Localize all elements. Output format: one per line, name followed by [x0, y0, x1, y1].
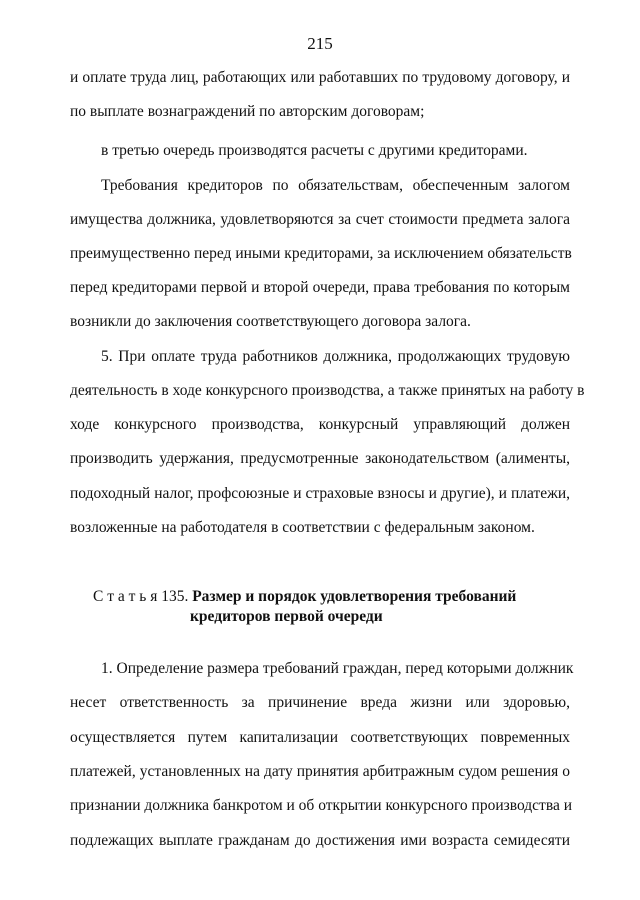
text-line: осуществляется путем капитализации соответствующих повременных: [70, 729, 570, 746]
text-line: платежей, установленных на дату принятия арбитражным судом решения о: [70, 763, 570, 780]
text-line: возложенные на работодателя в соответствии с федеральным законом.: [70, 519, 535, 536]
text-line: имущества должника, удовлетворяются за счет стоимости предмета залога: [70, 211, 570, 228]
text-line: преимущественно перед иными кредиторами, за исключением обязательств: [70, 245, 572, 262]
text-line: подоходный налог, профсоюзные и страховые взносы и другие), и платежи,: [70, 485, 570, 502]
article-title-line2: кредиторов первой очереди: [190, 608, 383, 625]
text-line: в третью очередь производятся расчеты с другими кредиторами.: [101, 142, 528, 159]
article-label: С т а т ь я 135.: [93, 588, 189, 605]
text-line: возникли до заключения соответствующего договора залога.: [70, 313, 471, 330]
text-line: ходе конкурсного производства, конкурсный управляющий должен: [70, 416, 570, 433]
text-line: производить удержания, предусмотренные законодательством (алименты,: [70, 450, 570, 467]
text-line: признании должника банкротом и об открытии конкурсного производства и: [70, 797, 572, 814]
article-heading: [93, 587, 553, 607]
text-line: перед кредиторами первой и второй очереди, права требования по которым: [70, 279, 570, 296]
article-title: Размер и порядок удовлетворения требований: [192, 588, 517, 605]
page-number: 215: [307, 34, 333, 53]
text-line: подлежащих выплате гражданам до достижения ими возраста семидесяти: [70, 832, 570, 849]
text-line: Требования кредиторов по обязательствам, обеспеченным залогом: [101, 177, 570, 194]
text-line: деятельность в ходе конкурсного производства, а также принятых на работу в: [70, 382, 585, 399]
text-line: по выплате вознаграждений по авторским договорам;: [70, 103, 425, 120]
text-line: 5. При оплате труда работников должника, продолжающих трудовую: [101, 348, 570, 365]
text-line: несет ответственность за причинение вреда жизни или здоровью,: [70, 694, 570, 711]
text-line: и оплате труда лиц, работающих или работавших по трудовому договору, и: [70, 69, 570, 86]
text-line: 1. Определение размера требований граждан, перед которыми должник: [101, 660, 574, 677]
